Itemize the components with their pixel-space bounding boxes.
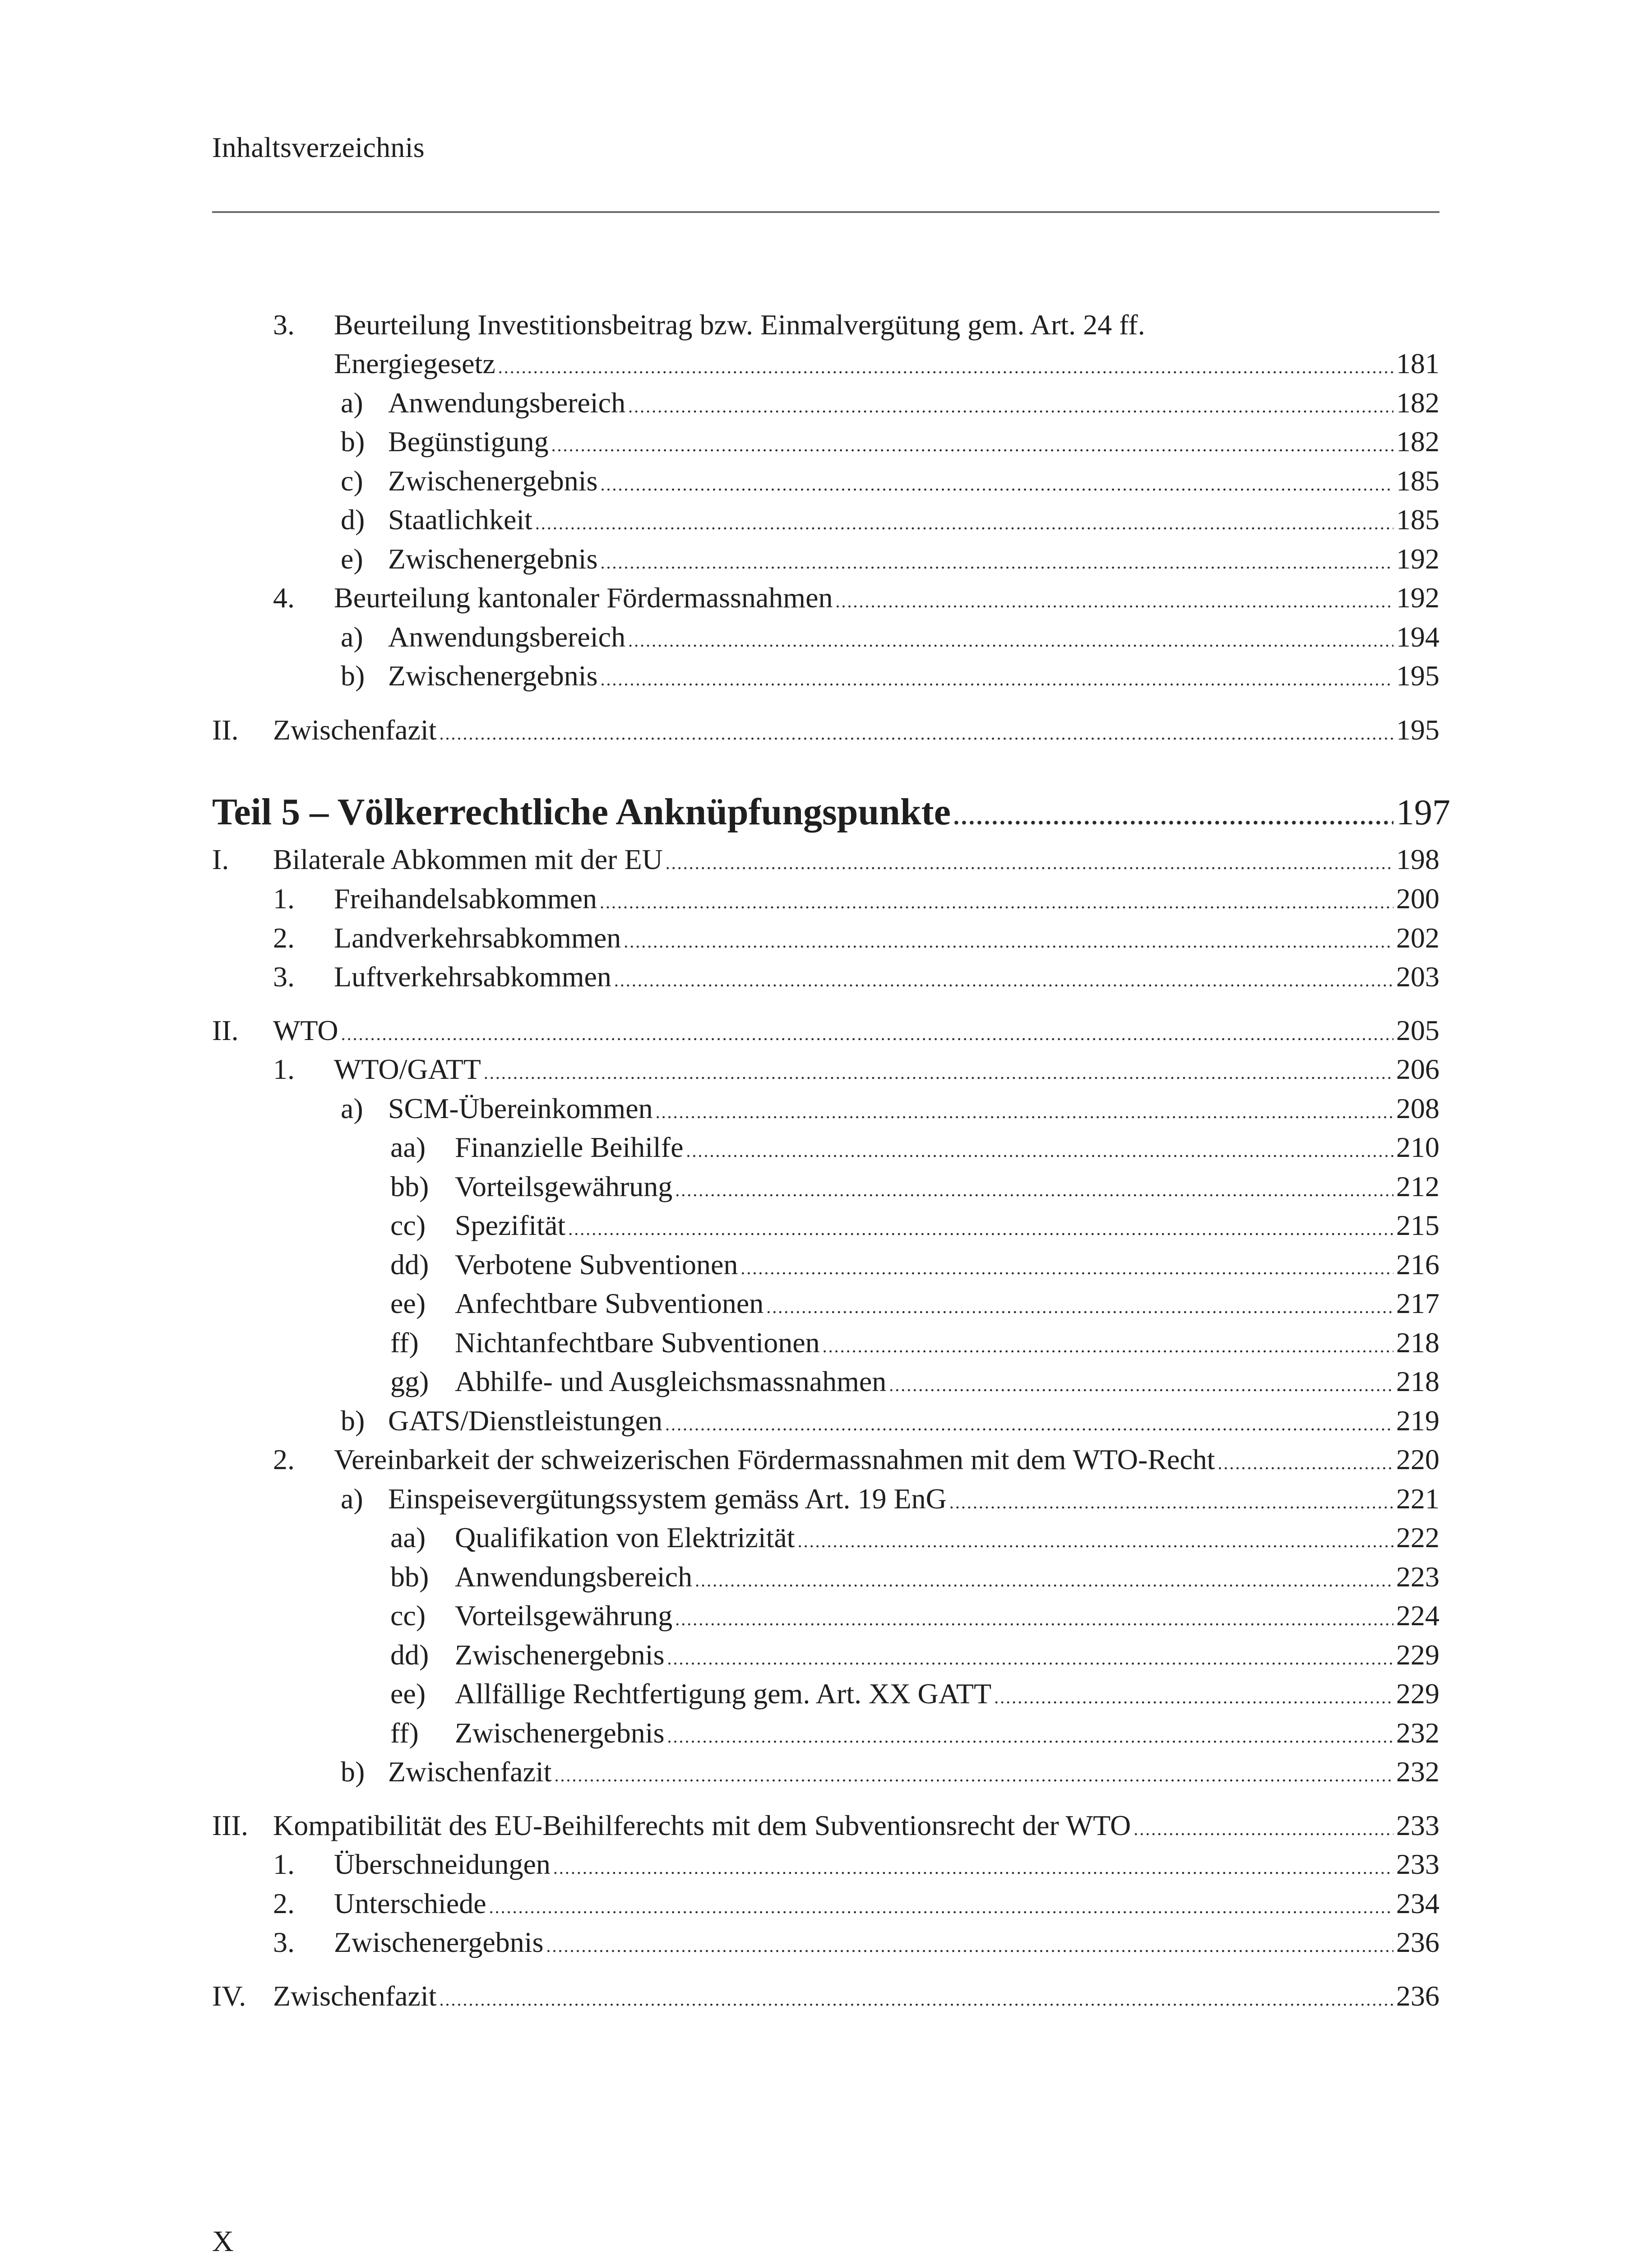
toc-entry-page: 208	[1396, 1092, 1439, 1124]
toc-entry-title: Anwendungsbereich	[388, 387, 626, 419]
toc-entry-number: ee)	[390, 1287, 426, 1319]
toc-entry-number: II.	[212, 1014, 239, 1046]
toc-entry-page: 221	[1396, 1483, 1439, 1515]
toc-entry	[212, 1012, 1439, 1049]
toc-entry	[212, 959, 1439, 995]
toc-entry	[212, 1715, 1439, 1751]
dot-leader	[740, 1250, 1393, 1286]
toc-entry-number: d)	[341, 504, 365, 536]
toc-entry	[212, 1481, 1439, 1517]
toc-entry	[212, 619, 1439, 655]
toc-entry-title: Zwischenfazit	[273, 714, 437, 746]
toc-entry-title: Zwischenergebnis	[388, 465, 598, 497]
toc-entry-title: Zwischenergebnis	[455, 1639, 665, 1671]
toc-entry-page: 200	[1396, 883, 1439, 915]
toc-entry	[212, 1978, 1439, 2014]
toc-entry	[212, 841, 1439, 878]
toc-part-page: 197	[1396, 793, 1450, 832]
toc-entry-number: a)	[341, 1092, 363, 1124]
toc-entry	[212, 1559, 1439, 1595]
dot-leader	[798, 1523, 1393, 1559]
dot-leader	[600, 884, 1393, 920]
toc-entry-number: aa)	[390, 1131, 426, 1163]
dot-leader	[484, 1055, 1393, 1091]
dot-leader	[489, 1889, 1393, 1925]
toc-entry-title: Zwischenfazit	[273, 1980, 437, 2012]
toc-entry	[212, 541, 1439, 577]
toc-entry-number: III.	[212, 1809, 248, 1841]
toc-entry	[212, 307, 1439, 343]
toc-entry-title: Vorteilsgewährung	[455, 1600, 673, 1632]
toc-entry-number: bb)	[390, 1170, 429, 1202]
dot-leader	[600, 467, 1393, 503]
toc-entry-page: 215	[1396, 1209, 1439, 1241]
toc-entry-title: WTO	[273, 1014, 338, 1046]
toc-part-heading	[212, 785, 1450, 839]
toc-entry	[212, 1598, 1439, 1634]
toc-entry-number: 3.	[273, 309, 295, 341]
toc-entry-page: 194	[1396, 621, 1439, 653]
toc-entry	[212, 658, 1439, 694]
toc-entry-page: 203	[1396, 961, 1439, 993]
dot-leader	[440, 1982, 1394, 2018]
toc-entry-title: Zwischenergebnis	[388, 543, 598, 575]
toc-entry	[212, 1364, 1439, 1400]
dot-leader	[498, 349, 1393, 385]
toc-entry	[212, 1637, 1439, 1673]
toc-entry-number: 2.	[273, 1443, 295, 1475]
toc-entry-page: 202	[1396, 922, 1439, 954]
dot-leader	[555, 1757, 1394, 1794]
dot-leader	[624, 924, 1393, 960]
toc-entry-page: 182	[1396, 387, 1439, 419]
dot-leader	[1218, 1445, 1393, 1481]
toc-entry-title: Zwischenfazit	[388, 1756, 552, 1788]
toc-entry-title: Beurteilung kantonaler Fördermassnahmen	[334, 582, 833, 614]
toc-entry-page: 232	[1396, 1717, 1439, 1749]
toc-entry	[212, 1676, 1439, 1712]
toc-entry-page: 233	[1396, 1848, 1439, 1880]
toc-entry-page: 198	[1396, 843, 1439, 875]
toc-entry	[212, 1886, 1439, 1922]
toc-entry	[212, 385, 1439, 421]
toc-entry-number: b)	[341, 1405, 365, 1437]
toc-entry-page: 205	[1396, 1014, 1439, 1046]
toc-entry	[212, 424, 1439, 460]
toc-entry-number: dd)	[390, 1248, 429, 1281]
toc-entry-page: 192	[1396, 543, 1439, 575]
toc-entry-page: 218	[1396, 1327, 1439, 1359]
toc-entry-number: 2.	[273, 922, 295, 954]
toc-entry-number: bb)	[390, 1561, 429, 1593]
toc-entry	[212, 712, 1439, 748]
toc-entry-page: 185	[1396, 504, 1439, 536]
toc-entry-page: 222	[1396, 1521, 1439, 1553]
toc-entry-title: SCM-Übereinkommen	[388, 1092, 653, 1124]
toc-entry-title: Einspeisevergütungssystem gemäss Art. 19 EnG	[388, 1483, 947, 1515]
dot-leader	[546, 1928, 1393, 1964]
toc-entry-page: 210	[1396, 1131, 1439, 1163]
toc-entry-title: Anwendungsbereich	[455, 1561, 693, 1593]
toc-entry-number: b)	[341, 425, 365, 458]
toc-entry-title: Anfechtbare Subventionen	[455, 1287, 764, 1319]
toc-entry-page: 212	[1396, 1170, 1439, 1202]
toc-entry-title: Anwendungsbereich	[388, 621, 626, 653]
dot-leader	[665, 1406, 1393, 1442]
toc-entry-title: Überschneidungen	[334, 1848, 551, 1880]
toc-entry-title: Energiegesetz	[334, 347, 495, 379]
dot-leader	[666, 845, 1393, 881]
toc-entry	[212, 1924, 1439, 1960]
dot-leader	[656, 1094, 1393, 1130]
toc-entry	[212, 1520, 1439, 1556]
toc-entry-title: Zwischenergebnis	[334, 1926, 544, 1958]
toc-entry-title: Finanzielle Beihilfe	[455, 1131, 684, 1163]
toc-entry-title: Spezifität	[455, 1209, 566, 1241]
dot-leader	[341, 1016, 1393, 1052]
toc-entry-number: cc)	[390, 1209, 426, 1241]
toc-entry-page: 236	[1396, 1980, 1439, 2012]
toc-entry-number: 3.	[273, 961, 295, 993]
dot-leader	[440, 716, 1394, 752]
toc-entry-title: Bilaterale Abkommen mit der EU	[273, 843, 663, 875]
dot-leader	[614, 962, 1393, 999]
toc-entry-page: 219	[1396, 1405, 1439, 1437]
toc-entry-page: 216	[1396, 1248, 1439, 1281]
toc-entry-title: GATS/Dienstleistungen	[388, 1405, 662, 1437]
toc-entry-number: b)	[341, 1756, 365, 1788]
toc-entry-page: 182	[1396, 425, 1439, 458]
toc-entry	[212, 920, 1439, 956]
toc-entry	[212, 1808, 1439, 1844]
toc-entry-title: Vereinbarkeit der schweizerischen Fördermassnahmen mit dem WTO-Recht	[334, 1443, 1215, 1475]
dot-leader	[686, 1133, 1394, 1169]
toc-entry-title: Vorteilsgewährung	[455, 1170, 673, 1202]
dot-leader	[628, 623, 1393, 659]
dot-leader	[766, 1289, 1393, 1325]
toc-entry-title: Nichtanfechtbare Subventionen	[455, 1327, 820, 1359]
dot-leader	[667, 1641, 1393, 1677]
toc-entry-title: Landverkehrsabkommen	[334, 922, 621, 954]
toc-entry	[212, 1247, 1439, 1283]
toc-entry-page: 232	[1396, 1756, 1439, 1788]
dot-leader	[600, 661, 1393, 698]
toc-entry	[212, 1091, 1439, 1127]
toc-entry-title: Zwischenergebnis	[388, 660, 598, 692]
toc-entry-title: Verbotene Subventionen	[455, 1248, 738, 1281]
dot-leader	[1134, 1811, 1393, 1847]
toc-entry-number: 1.	[273, 1053, 295, 1085]
dot-leader	[600, 545, 1393, 581]
toc-entry-number: ee)	[390, 1678, 426, 1710]
toc-entry-title: Kompatibilität des EU-Beihilferechts mit dem Subventionsrecht der WTO	[273, 1809, 1131, 1841]
toc-entry-page: 224	[1396, 1600, 1439, 1632]
toc-entry-page: 195	[1396, 660, 1439, 692]
header-rule	[212, 211, 1439, 213]
toc-entry-number: II.	[212, 714, 239, 746]
toc-entry-number: 2.	[273, 1887, 295, 1919]
toc-entry-number: aa)	[390, 1521, 426, 1553]
toc-entry-number: a)	[341, 387, 363, 419]
toc-entry-number: a)	[341, 1483, 363, 1515]
toc-entry-page: 195	[1396, 714, 1439, 746]
toc-entry-page: 206	[1396, 1053, 1439, 1085]
toc-entry-page: 181	[1396, 347, 1439, 379]
dot-leader	[675, 1601, 1393, 1637]
dot-leader	[667, 1719, 1393, 1755]
toc-entry-number: 3.	[273, 1926, 295, 1958]
dot-leader	[949, 1484, 1393, 1521]
toc-entry-page: 229	[1396, 1639, 1439, 1671]
toc-entry-title: Begünstigung	[388, 425, 549, 458]
toc-entry-number: e)	[341, 543, 363, 575]
toc-entry-number: 1.	[273, 883, 295, 915]
toc-entry-number: ff)	[390, 1327, 419, 1359]
toc-entry-page: 233	[1396, 1809, 1439, 1841]
toc-entry-page: 223	[1396, 1561, 1439, 1593]
dot-leader	[551, 427, 1393, 463]
toc-entry-number: 1.	[273, 1848, 295, 1880]
dot-leader	[695, 1563, 1393, 1599]
toc-entry-number: cc)	[390, 1600, 426, 1632]
toc-entry-number: c)	[341, 465, 363, 497]
toc-entry	[212, 1169, 1439, 1205]
dot-leader	[835, 583, 1393, 619]
toc-entry-page: 234	[1396, 1887, 1439, 1919]
toc-entry-number: b)	[341, 660, 365, 692]
toc-entry-number: IV.	[212, 1980, 246, 2012]
dot-leader	[535, 505, 1393, 541]
toc-entry-title: Allfällige Rechtfertigung gem. Art. XX GATT	[455, 1678, 992, 1710]
toc-entry	[212, 463, 1439, 499]
toc-entry-number: dd)	[390, 1639, 429, 1671]
toc-entry	[212, 1403, 1439, 1439]
dot-leader	[953, 790, 1393, 844]
dot-leader	[675, 1172, 1393, 1208]
toc-entry	[212, 502, 1439, 538]
toc-entry-page: 185	[1396, 465, 1439, 497]
dot-leader	[553, 1850, 1393, 1886]
toc-entry-title: Freihandelsabkommen	[334, 883, 597, 915]
toc-entry-page: 220	[1396, 1443, 1439, 1475]
dot-leader	[628, 388, 1393, 425]
toc-entry-title: WTO/GATT	[334, 1053, 481, 1085]
toc-entry-page: 236	[1396, 1926, 1439, 1958]
toc-entry-title: Qualifikation von Elektrizität	[455, 1521, 795, 1553]
toc-entry-number: a)	[341, 621, 363, 653]
toc-entry-title: Luftverkehrsabkommen	[334, 961, 611, 993]
toc-entry	[212, 1051, 1439, 1087]
toc-entry	[212, 1754, 1439, 1790]
toc-entry-title-line1: Beurteilung Investitionsbeitrag bzw. Einmalvergütung gem. Art. 24 ff.	[334, 309, 1145, 341]
toc-entry-number: ff)	[390, 1717, 419, 1749]
toc-entry-page: 229	[1396, 1678, 1439, 1710]
toc-entry-number: gg)	[390, 1365, 429, 1397]
toc-entry	[212, 881, 1439, 917]
toc-entry-title: Zwischenergebnis	[455, 1717, 665, 1749]
toc-entry	[212, 1129, 1439, 1165]
toc-part-title: Teil 5 – Völkerrechtliche Anknüpfungspunkte	[212, 791, 951, 833]
toc-entry-continuation	[212, 346, 1439, 382]
toc-entry-title: Unterschiede	[334, 1887, 486, 1919]
toc-entry-page: 192	[1396, 582, 1439, 614]
toc-entry-number: I.	[212, 843, 229, 875]
toc-entry	[212, 1442, 1439, 1478]
toc-entry-number: 4.	[273, 582, 295, 614]
dot-leader	[823, 1328, 1393, 1364]
dot-leader	[889, 1367, 1393, 1403]
page-number: X	[212, 2225, 234, 2256]
toc-entry-title: Staatlichkeit	[388, 504, 532, 536]
dot-leader	[994, 1679, 1393, 1715]
toc-entry-page: 218	[1396, 1365, 1439, 1397]
toc-entry-title: Abhilfe- und Ausgleichsmassnahmen	[455, 1365, 887, 1397]
toc-entry	[212, 1285, 1439, 1322]
toc-entry	[212, 1325, 1439, 1361]
toc-entry	[212, 1207, 1439, 1244]
toc-entry-page: 217	[1396, 1287, 1439, 1319]
running-head: Inhaltsverzeichnis	[212, 131, 425, 163]
toc-entry	[212, 580, 1439, 616]
dot-leader	[568, 1211, 1393, 1247]
toc-entry	[212, 1846, 1439, 1882]
